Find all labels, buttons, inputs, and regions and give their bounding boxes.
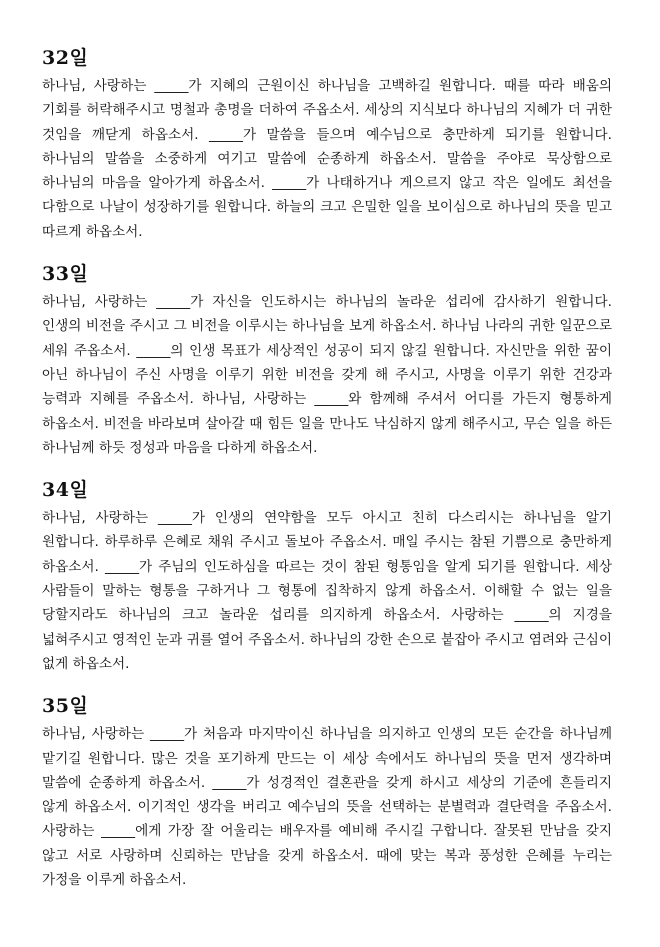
prayer-document xyxy=(42,46,612,910)
day-34-prayer-text: 하나님, 사랑하는 _____가 인생의 연약함을 모두 아시고 친히 다스리시는 하나님을 알기 원합니다. 하루하루 은혜로 채워 주시고 돌보아 주옵소서. 매일 주시는 참된 기쁨으로 충만하게 하옵소서. _____가 주님의 인도하심을 따르는 것이 참된 형통임을 알게 되기를 원합니다. 세상 사람들이 말하는 형통을 구하거나 그 형통에 집착하지 않게 하옵소서. 이해할 수 없는 일을 당할지라도 하나님의 크고 놀라운 섭리를 의지하게 하옵소서. 사랑하는 _____의 지경을 넓혀주시고 영적인 눈과 귀를 열어 주옵소서. 하나님의 강한 손으로 붙잡아 주시고 염려와 근심이 없게 하옵소서. xyxy=(42,510,612,672)
day-33-title: 33일 xyxy=(42,263,89,286)
day-34-section xyxy=(42,478,612,676)
day-35-prayer-text: 하나님, 사랑하는 _____가 처음과 마지막이신 하나님을 의지하고 인생의 모든 순간을 하나님께 맡기길 원합니다. 많은 것을 포기하게 만드는 이 세상 속에서도 하나님의 뜻을 먼저 생각하며 말씀에 순종하게 하옵소서. _____가 성경적인 결혼관을 갖게 하시고 세상의 기준에 흔들리지 않게 하옵소서. 이기적인 생각을 버리고 예수님의 뜻을 선택하는 분별력과 결단력을 주옵소서. 사랑하는 _____에게 가장 잘 어울리는 배우자를 예비해 주시길 구합니다. 잘못된 만남을 갖지 않고 서로 사랑하며 신뢰하는 만남을 갖게 하옵소서. 때에 맞는 복과 풍성한 은혜를 누리는 가정을 이루게 하옵소서. xyxy=(42,726,612,889)
day-35-section xyxy=(42,694,612,892)
day-32-section xyxy=(42,46,612,244)
day-32-title: 32일 xyxy=(42,47,89,69)
day-33-section xyxy=(42,262,612,460)
day-33-prayer-text: 하나님, 사랑하는 _____가 자신을 인도하시는 하나님의 놀라운 섭리에 감사하기 원합니다. 인생의 비전을 주시고 그 비전을 이루시는 하나님을 보게 하옵소서. 하나님 나라의 귀한 일꾼으로 세워 주옵소서. _____의 인생 목표가 세상적인 성공이 되지 않길 원합니다. 자신만을 위한 꿈이 아닌 하나님이 주신 사명을 이루기 위한 비전을 갖게 해 주시고, 사명을 이루기 위한 건강과 능력과 지혜를 주옵소서. 하나님, 사랑하는 _____와 함께해 주셔서 어디를 가든지 형통하게 하옵소서. 비전을 바라보며 살아갈 때 힘든 일을 만나도 낙심하지 않게 해주시고, 무슨 일을 하든 하나님께 하듯 정성과 마음을 다하게 하옵소서. xyxy=(42,294,612,456)
day-35-title: 35일 xyxy=(42,695,89,718)
day-32-prayer-text: 하나님, 사랑하는 _____가 지혜의 근원이신 하나님을 고백하길 원합니다. 때를 따라 배움의 기회를 허락해주시고 명철과 총명을 더하여 주옵소서. 세상의 지식보다 하나님의 지혜가 더 귀한 것임을 깨닫게 하옵소서. _____가 말씀을 들으며 예수님으로 충만하게 되기를 원합니다. 하나님의 말씀을 소중하게 여기고 말씀에 순종하게 하옵소서. 말씀을 주야로 묵상함으로 하나님의 마음을 알아가게 하옵소서. _____가 나태하거나 게으르지 않고 작은 일에도 최선을 다함으로 나날이 성장하기를 원합니다. 하늘의 크고 은밀한 일을 보이심으로 하나님의 뜻을 믿고 따르게 하옵소서. xyxy=(42,78,612,240)
day-34-title: 34일 xyxy=(42,479,89,502)
